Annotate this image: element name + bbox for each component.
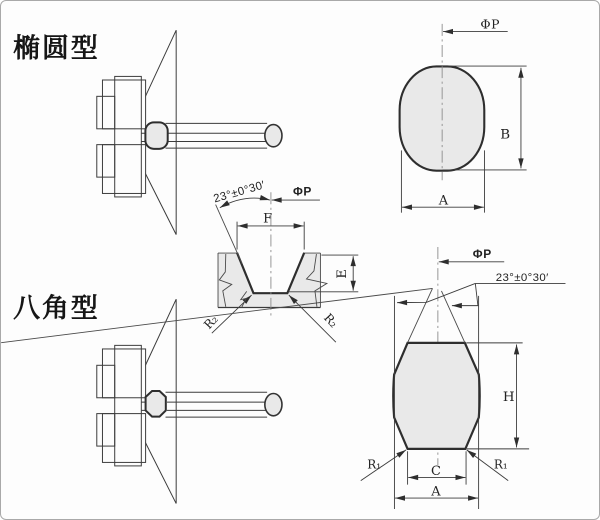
lower-clamp-block — [102, 414, 145, 463]
a-label: A — [438, 193, 449, 209]
octagon-face — [393, 343, 479, 449]
elliptical-front-view — [400, 16, 527, 212]
angle-leader-right — [452, 283, 478, 305]
section-body — [218, 253, 320, 307]
angle-label: 23°±0°30′ — [212, 179, 267, 206]
holder-plate — [115, 76, 142, 197]
angle-leader-left — [397, 283, 475, 302]
elliptical-punch-assembly — [97, 30, 282, 234]
lower-left-tab — [97, 414, 115, 446]
h-label: H — [502, 389, 515, 405]
phi-p-label: ΦP — [480, 16, 501, 32]
octagonal-punch-assembly — [97, 299, 282, 503]
round-nut — [145, 122, 167, 148]
phi-p-label: ΦP — [293, 184, 312, 199]
r2-left-label: R₂ — [201, 312, 221, 332]
r1-left-label: R₁ — [367, 457, 382, 472]
b-label: B — [500, 127, 511, 143]
a-label: A — [431, 484, 441, 500]
c-label: C — [431, 463, 441, 479]
angle-label: 23°±0°30′ — [495, 272, 549, 285]
e-label: E — [334, 269, 350, 279]
elliptical-title: 椭圆型 — [13, 32, 100, 64]
upper-left-tab — [97, 96, 115, 128]
rod-lines — [166, 123, 268, 148]
f-label: F — [263, 211, 273, 227]
diagram-canvas — [1, 1, 599, 519]
phi-p-label: ΦP — [472, 246, 492, 261]
upper-left-tab — [97, 365, 115, 397]
taper-ext-left2 — [408, 288, 433, 342]
upper-clamp-block — [102, 80, 145, 129]
taper-ext-right — [441, 291, 464, 343]
lower-clamp-block — [102, 145, 145, 194]
cup-cross-section — [201, 179, 358, 342]
hex-nut — [146, 391, 166, 417]
octagonal-title: 八角型 — [13, 292, 100, 324]
r2-right-label: R₂ — [320, 310, 341, 331]
rod-lines — [166, 392, 268, 417]
octagonal-front-view — [1, 247, 565, 509]
rod-end-cap — [265, 125, 282, 147]
rod-end-cap — [265, 393, 282, 415]
r1-right-label: R₁ — [493, 457, 508, 472]
lower-left-tab — [97, 145, 115, 177]
upper-clamp-block — [102, 349, 145, 398]
holder-plate — [115, 345, 142, 466]
